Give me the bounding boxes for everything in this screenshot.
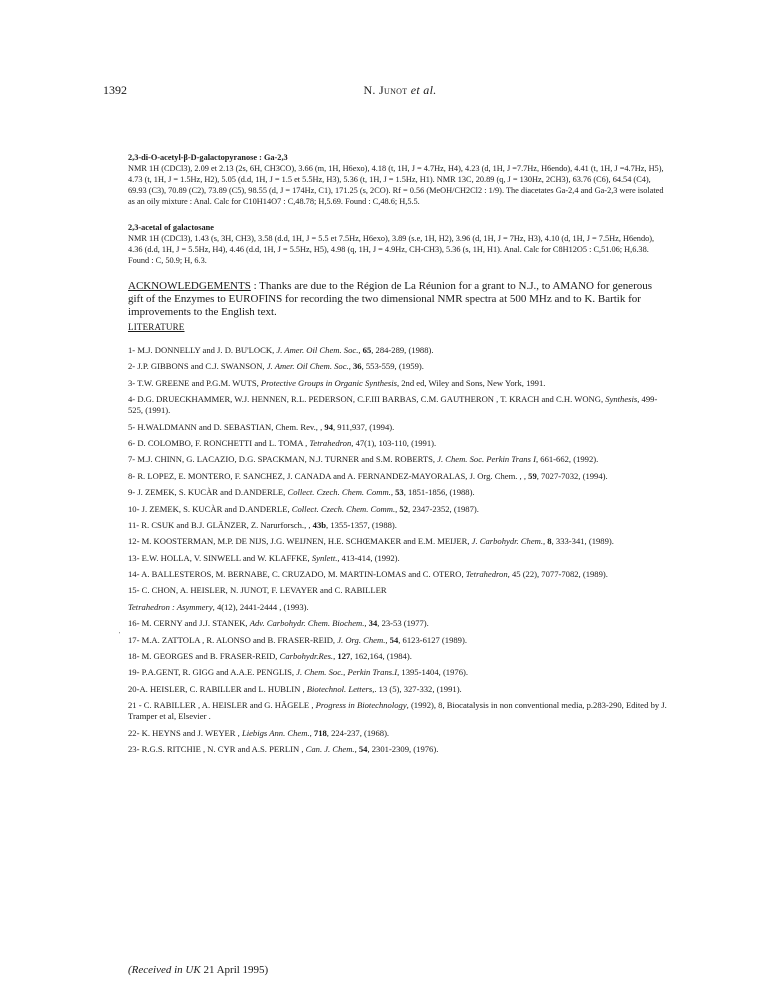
reference-item bbox=[128, 602, 668, 613]
reference-number: 16- bbox=[128, 618, 140, 629]
reference-item bbox=[128, 569, 668, 580]
reference-volume: , 54 bbox=[354, 743, 368, 754]
reference-number: 3- bbox=[128, 377, 136, 388]
reference-authors: M.J. DONNELLY and J. D. BU'LOCK, bbox=[135, 345, 277, 355]
reference-authors: A. BALLESTEROS, M. BERNABE, C. CRUZADO, M. MARTIN-LOMAS and C. OTERO, bbox=[139, 569, 466, 580]
reference-item bbox=[128, 618, 668, 629]
reference-item bbox=[128, 361, 668, 372]
compound-1-title: 2,3-di-O-acetyl-β-D-galactopyranose : Ga-2,3 bbox=[128, 153, 288, 162]
reference-journal: J. Org. Chem. bbox=[337, 634, 386, 645]
reference-journal: Tetrahedron : Asymmery bbox=[128, 601, 213, 612]
reference-number: 8- bbox=[128, 470, 136, 481]
acknowledgements-text: : Thanks are due to the Région de La Réunion for a grant to N.J., to AMANO for generous gift of the Enzymes to EUROFINS for recording the two dimensional NMR spectra at 500 MHz and to K. Bartik for improvements to the English text. bbox=[128, 280, 653, 318]
reference-number: 2- bbox=[128, 361, 136, 372]
reference-number: 22- bbox=[128, 727, 140, 738]
received-date: 21 April 1995) bbox=[200, 964, 269, 976]
reference-number: 6- bbox=[128, 437, 136, 448]
reference-number: 12- bbox=[128, 536, 140, 547]
reference-journal: Biotechnol. Letters, bbox=[306, 683, 375, 694]
reference-details: , 661-662, (1992). bbox=[535, 454, 599, 465]
reference-item bbox=[128, 454, 668, 465]
reference-volume: , 36 bbox=[348, 361, 362, 372]
compound-1-block bbox=[128, 152, 668, 207]
reference-details: , 7027-7032, (1994). bbox=[536, 470, 608, 481]
reference-authors: P.A.GENT, R. GIGG and A.A.E. PENGLIS, bbox=[139, 667, 297, 678]
reference-volume: , 59 bbox=[523, 470, 537, 481]
reference-volume: , 34 bbox=[364, 618, 378, 629]
reference-journal: Adv. Carbohydr. Chem. Biochem. bbox=[249, 618, 365, 629]
reference-number: 10- bbox=[128, 503, 140, 514]
reference-number: 1- bbox=[128, 345, 136, 355]
reference-number: 7- bbox=[128, 454, 136, 465]
reference-authors: R.G.S. RITCHIE , N. CYR and A.S. PERLIN , bbox=[139, 743, 306, 754]
reference-journal: Tetrahedron bbox=[309, 437, 352, 448]
reference-journal: Collect. Czech. Chem. Comm. bbox=[287, 487, 391, 498]
running-head-etal: et al. bbox=[410, 83, 437, 97]
reference-details: , 2nd ed, Wiley and Sons, New York, 1991. bbox=[396, 377, 546, 388]
compound-1-nmr: NMR 1H (CDCl3), 2.09 et 2.13 (2s, 6H, CH3CO), 3.66 (m, 1H, H6exo), 4.18 (t, 1H, J = 4.7Hz, H4), 4.23 (d, 1H, J =7.7Hz, H6endo), 4.41 (t, 1H, J =4.7Hz, H5), 4.73 (t, 1H, J = 1.5Hz, H2), 5.05 (d.d, 1H, J = 1.5 et 5.5Hz, H3), 5.36 (t, 1H, J = 1.5Hz, H1). NMR 13C, 20.89 (q, J = 130Hz, 2CH3), 63.76 (C6), 64.54 (C4), 69.93 (C3), 70.89 (C2), 73.89 (C5), 98.55 (d, J = 174Hz, C1), 171.25 (s, 2CO). Rf = 0.56 (MeOH/CH2Cl2 : 1/9). The diacetates Ga-2,4 and Ga-2,3 were isolated as an oily mixture : Anal. Calc for C10H14O7 : C,48.78; H,5.69. Found : C,48.6; H,5.5. bbox=[128, 164, 664, 207]
reference-number: 20- bbox=[128, 683, 140, 694]
reference-list bbox=[128, 345, 668, 760]
reference-authors: M. CERNY and J.J. STANEK, bbox=[139, 618, 250, 629]
reference-authors: M.A. ZATTOLA , R. ALONSO and B. FRASER-REID, bbox=[139, 634, 338, 645]
reference-number: 19- bbox=[128, 667, 140, 678]
reference-item bbox=[128, 422, 668, 433]
reference-item bbox=[128, 487, 668, 498]
reference-authors: C. RABILLER , A. HEISLER and G. HÄGELE , bbox=[141, 700, 316, 711]
reference-journal: Collect. Czech. Chem. Comm. bbox=[291, 503, 396, 514]
reference-number: 18- bbox=[128, 651, 140, 662]
reference-authors: M.J. CHINN, G. LACAZIO, D.G. SPACKMAN, N.J. TURNER and S.M. ROBERTS, bbox=[135, 454, 438, 465]
reference-volume: , 43b bbox=[308, 519, 327, 530]
reference-item bbox=[128, 345, 668, 356]
reference-journal: J. Amer. Oil Chem. Soc. bbox=[266, 361, 349, 372]
reference-authors: E.W. HOLLA, V. SINWELL and W. KLAFFKE, bbox=[139, 552, 312, 563]
reference-details: , 224-237, (1968). bbox=[326, 727, 390, 738]
reference-authors: A. HEISLER, C. RABILLER and L. HUBLIN , bbox=[139, 683, 307, 694]
reference-journal: Protective Groups in Organic Synthesis bbox=[260, 377, 397, 388]
reference-journal: Tetrahedron bbox=[465, 569, 508, 580]
reference-authors: T.W. GREENE and P.G.M. WUTS, bbox=[135, 377, 261, 388]
margin-mark: ' bbox=[119, 632, 121, 638]
reference-item bbox=[128, 438, 668, 449]
reference-authors: J.P. GIBBONS and C.J. SWANSON, bbox=[135, 361, 267, 372]
reference-volume: , 8 bbox=[543, 536, 552, 547]
reference-item bbox=[128, 700, 668, 722]
reference-details: , 413-414, (1992). bbox=[337, 552, 400, 563]
compound-2-title: 2,3-acetal of galactosane bbox=[128, 223, 214, 232]
reference-journal: J. Carbohydr. Chem. bbox=[471, 536, 543, 547]
reference-details: , 6123-6127 (1989). bbox=[398, 634, 467, 645]
reference-item bbox=[128, 378, 668, 389]
reference-item bbox=[128, 635, 668, 646]
compound-2-nmr: NMR 1H (CDCl3), 1.43 (s, 3H, CH3), 3.58 (d.d, 1H, J = 5.5 et 7.5Hz, H6exo), 3.89 (s.e, 1H, H2), 3.96 (d, 1H, J = 7Hz, H3), 4.10 (d, 1H, J = 7.5Hz, H6endo), 4.36 (d.d, 1H, J = 5.5Hz, H4), 4.46 (d.d, 1H, J = 5.5Hz, H5), 4.98 (q, 1H, J = 4.9Hz, CH-CH3), 5.36 (s, 1H, H1). Anal. Calc for C8H12O5 : C,51.06; H,6.38. Found : C, 50.9; H, 6.3. bbox=[128, 234, 655, 266]
reference-item bbox=[128, 728, 668, 739]
acknowledgements-heading: ACKNOWLEDGEMENTS bbox=[128, 280, 251, 292]
reference-journal: Synthesis bbox=[605, 394, 638, 405]
reference-volume: , 53 bbox=[390, 487, 404, 498]
reference-item bbox=[128, 520, 668, 531]
reference-authors: M. KOOSTERMAN, M.P. DE NIJS, J.G. WEIJNEN, H.E. SCHŒMAKER and E.M. MEIJER, bbox=[139, 536, 472, 547]
reference-authors: K. HEYNS and J. WEYER , bbox=[139, 727, 242, 738]
reference-number: 4- bbox=[128, 394, 136, 405]
literature-heading: LITERATURE bbox=[128, 322, 185, 332]
reference-journal: Carbohydr.Res. bbox=[279, 651, 334, 662]
reference-volume: , 52 bbox=[395, 503, 409, 514]
reference-authors: J. ZEMEK, S. KUCÀR and D.ANDERLE, bbox=[135, 487, 288, 498]
reference-journal: Liebigs Ann. Chem. bbox=[241, 727, 310, 738]
reference-details: , (1992), 8, Biocatalysis in non conventional media, p.283-290, Edited by J. Tramper et al, Elsevier . bbox=[128, 700, 667, 722]
reference-details: , 284-289, (1988). bbox=[371, 345, 434, 355]
reference-number: 9- bbox=[128, 487, 136, 498]
reference-details: , 2301-2309, (1976). bbox=[367, 743, 439, 754]
reference-volume: , 54 bbox=[385, 634, 399, 645]
reference-item bbox=[128, 471, 668, 482]
reference-journal: J. Amer. Oil Chem. Soc. bbox=[276, 345, 359, 355]
reference-journal: J. Chem. Soc., Perkin Trans.I bbox=[296, 667, 398, 678]
reference-item bbox=[128, 504, 668, 515]
reference-details: , 1395-1404, (1976). bbox=[397, 667, 468, 678]
reference-details: , 499-525, (1991). bbox=[128, 394, 658, 416]
reference-details: , 1355-1357, (1988). bbox=[326, 519, 397, 530]
reference-authors: R. CSUK and B.J. GLÄNZER, Z. Narurforsch., bbox=[139, 519, 309, 530]
reference-number: 17- bbox=[128, 634, 140, 645]
reference-details: , 23-53 (1977). bbox=[377, 618, 429, 629]
reference-details: , 1851-1856, (1988). bbox=[403, 487, 475, 498]
reference-number: 23- bbox=[128, 743, 140, 754]
reference-details: . 13 (5), 327-332, (1991). bbox=[374, 683, 462, 694]
reference-details: , 911,937, (1994). bbox=[332, 421, 395, 432]
reference-details: , 47(1), 103-110, (1991). bbox=[351, 437, 437, 448]
reference-journal: Progress in Biotechnology bbox=[315, 700, 407, 711]
reference-authors: D.G. DRUECKHAMMER, W.J. HENNEN, R.L. PEDERSON, C.F.III BARBAS, C.M. GAUTHERON , T. KRACH and C.H. WONG, bbox=[135, 394, 606, 405]
reference-volume: , 718 bbox=[309, 727, 327, 738]
reference-authors: R. LOPEZ, E. MONTERO, F. SANCHEZ, J. CANADA and A. FERNANDEZ-MAYORALAS, J. Org. Chem. , bbox=[135, 470, 524, 481]
reference-volume: , 94 bbox=[320, 421, 333, 432]
reference-authors: J. ZEMEK, S. KUCÀR and D.ANDERLE, bbox=[139, 503, 292, 514]
reference-number: 11- bbox=[128, 519, 140, 530]
received-line bbox=[128, 964, 268, 976]
reference-item bbox=[128, 744, 668, 755]
reference-volume: , 65 bbox=[358, 345, 372, 355]
reference-item bbox=[128, 394, 668, 416]
reference-journal: Can. J. Chem. bbox=[305, 743, 355, 754]
acknowledgements bbox=[128, 280, 668, 318]
reference-details: , 4(12), 2441-2444 , (1993). bbox=[212, 601, 309, 612]
reference-details: , 162,164, (1984). bbox=[350, 651, 412, 662]
reference-journal: J. Chem. Soc. Perkin Trans I bbox=[437, 454, 536, 465]
reference-details: , 45 (22), 7077-7082, (1989). bbox=[507, 569, 608, 580]
page-number: 1392 bbox=[103, 83, 127, 97]
reference-number: 21 - bbox=[128, 700, 142, 711]
reference-journal: Synlett. bbox=[311, 552, 338, 563]
reference-item bbox=[128, 536, 668, 547]
received-prefix: (Received in UK bbox=[128, 964, 201, 976]
running-head bbox=[300, 83, 500, 98]
running-head-author: N. Junot bbox=[363, 83, 408, 97]
compound-2-block bbox=[128, 222, 668, 266]
reference-details: , 553-559, (1959). bbox=[361, 361, 424, 372]
reference-number: 5- bbox=[128, 421, 136, 432]
reference-volume: , 127 bbox=[333, 651, 351, 662]
reference-authors: M. GEORGES and B. FRASER-REID, bbox=[139, 651, 280, 662]
reference-authors: H.WALDMANN and D. SEBASTIAN, Chem. Rev., bbox=[135, 421, 321, 432]
reference-number: 14- bbox=[128, 569, 140, 580]
reference-details: , 333-341, (1989). bbox=[551, 536, 614, 547]
reference-item bbox=[128, 667, 668, 678]
reference-number: 15- bbox=[128, 585, 140, 596]
reference-item bbox=[128, 585, 668, 596]
reference-authors: C. CHON, A. HEISLER, N. JUNOT, F. LEVAYER and C. RABILLER bbox=[139, 585, 387, 596]
reference-number: 13- bbox=[128, 552, 140, 563]
reference-item bbox=[128, 684, 668, 695]
reference-item bbox=[128, 651, 668, 662]
reference-authors: D. COLOMBO, F. RONCHETTI and L. TOMA , bbox=[135, 437, 310, 448]
reference-item bbox=[128, 553, 668, 564]
reference-details: , 2347-2352, (1987). bbox=[408, 503, 479, 514]
